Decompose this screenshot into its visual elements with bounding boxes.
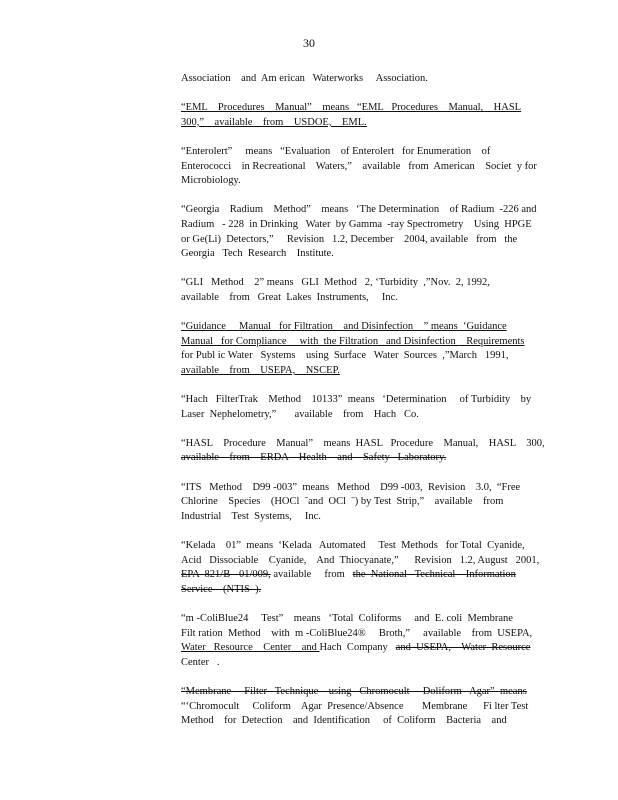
definition-paragraph xyxy=(181,437,545,466)
body-text: Enterococci in Recreational Waters,” available from American Societ y for xyxy=(181,160,537,172)
body-text: “Kelada 01” means ‘Kelada Automated Test Methods for Total Cyanide, xyxy=(181,540,525,551)
body-text: “Enterolert” means “Evaluation of Enterolert for Enumeration of xyxy=(181,145,491,157)
text-line xyxy=(181,554,541,569)
inserted-text: “Guidance Manual for Filtration and Disinfection ” means ‘Guidance xyxy=(181,321,507,333)
text-line xyxy=(181,218,541,233)
text-line xyxy=(181,320,541,335)
text-line xyxy=(181,364,541,379)
body-text: available from xyxy=(270,569,353,581)
body-text: Hach Company xyxy=(319,642,396,654)
text-line xyxy=(181,233,541,248)
definition-paragraph xyxy=(181,320,541,378)
definition-paragraph xyxy=(181,393,541,422)
body-text: Georgia Tech Research Institute. xyxy=(181,248,334,260)
deleted-text: “Membrane Filter Technique using Chromocult Doliform Agar” means xyxy=(181,685,527,697)
definition-paragraph xyxy=(181,612,541,670)
body-text: Center . xyxy=(181,656,220,668)
deleted-text: the National Technical Information xyxy=(352,569,516,581)
body-text: Chlorine Species (HOCl ˉand OCl ˉ) by Test Strip,” available from xyxy=(181,496,504,508)
text-line xyxy=(181,408,541,423)
text-line xyxy=(181,174,541,189)
text-line xyxy=(181,627,541,642)
text-line xyxy=(181,685,541,700)
text-line xyxy=(181,291,541,306)
deleted-text: EPA 821/B -01/009, xyxy=(181,569,271,581)
definition-paragraph xyxy=(181,203,541,261)
text-line xyxy=(181,203,541,218)
definition-paragraph xyxy=(181,276,541,305)
inserted-text: available from USEPA, NSCEP. xyxy=(181,364,340,376)
deleted-text: available from ERDA Health and Safety Laboratory. xyxy=(181,452,447,464)
page-number: 30 xyxy=(303,36,315,50)
deleted-text: and USEPA, Water Resource xyxy=(395,642,531,654)
text-line xyxy=(181,510,541,525)
body-text: “Georgia Radium Method” means ‘The Determination of Radium -226 and xyxy=(181,204,537,216)
definition-paragraph xyxy=(181,685,541,729)
body-text: Radium - 228 in Drinking Water by Gamma -ray Spectrometry Using HPGE xyxy=(181,218,532,230)
text-line xyxy=(181,568,541,583)
body-text: Laser Nephelometry,” available from Hach Co. xyxy=(181,408,419,420)
text-line xyxy=(181,656,541,671)
definition-paragraph xyxy=(181,101,541,130)
inserted-text: 300,” available from USDOE, EML. xyxy=(181,116,367,128)
definition-paragraph xyxy=(181,72,541,87)
body-text: Industrial Test Systems, Inc. xyxy=(181,510,321,522)
text-line xyxy=(181,160,541,175)
text-line xyxy=(181,583,541,598)
body-text: “Hach FilterTrak Method 10133” means ‘Determination of Turbidity by xyxy=(181,394,532,406)
inserted-text: Manual for Compliance with the Filtration and Disinfection Requirements xyxy=(181,335,525,347)
definition-paragraph xyxy=(181,145,541,189)
text-line xyxy=(181,451,541,466)
text-line xyxy=(181,349,541,364)
body-text: “m -ColiBlue24 Test” means ‘Total Coliforms and E. coli Membrane xyxy=(181,612,513,624)
text-line xyxy=(181,495,541,510)
body-text: “ITS Method D99 -003” means Method D99 -003, Revision 3.0, “Free xyxy=(181,481,521,493)
body-text: available from Great Lakes Instruments, Inc. xyxy=(181,291,398,303)
inserted-text: “EML Procedures Manual” means “EML Procedures Manual, HASL xyxy=(181,102,522,114)
body-text: “GLI Method 2” means GLI Method 2, ‘Turbidity ,”Nov. 2, 1992, xyxy=(181,277,490,289)
text-line xyxy=(181,276,541,291)
body-text: “HASL Procedure Manual” means HASL Procedure Manual, HASL 300, xyxy=(181,437,545,449)
body-text: Filt ration Method with m -ColiBlue24® Broth,” available from USEPA, xyxy=(181,627,533,639)
body-text: “‘Chromocult Coliform Agar Presence/Absence Membrane Fi lter Test xyxy=(181,700,529,712)
text-line xyxy=(181,539,541,554)
text-line xyxy=(181,116,541,131)
text-line xyxy=(181,335,541,350)
text-line xyxy=(181,641,541,656)
body-text: Association and Am erican Waterworks Association. xyxy=(181,73,428,84)
text-line xyxy=(181,612,541,627)
text-line xyxy=(181,393,541,408)
definition-paragraph xyxy=(181,539,541,597)
body-text: Microbiology. xyxy=(181,175,241,187)
document-body xyxy=(181,72,545,743)
body-text: for Publ ic Water Systems using Surface Water Sources ,”March 1991, xyxy=(181,350,509,362)
text-line xyxy=(181,700,541,715)
inserted-text: Water Resource Center and xyxy=(181,642,320,654)
deleted-text: Service (NTIS ). xyxy=(181,583,262,595)
text-line xyxy=(181,72,541,87)
text-line xyxy=(181,101,541,116)
text-line xyxy=(181,437,545,452)
text-line xyxy=(181,145,541,160)
definition-paragraph xyxy=(181,481,541,525)
body-text: Method for Detection and Identification of Coliform Bacteria and xyxy=(181,715,507,727)
text-line xyxy=(181,714,541,729)
body-text: or Ge(Li) Detectors,” Revision 1.2, December 2004, available from the xyxy=(181,233,518,245)
text-line xyxy=(181,247,541,262)
body-text: Acid Dissociable Cyanide, And Thiocyanate,” Revision 1.2, August 2001, xyxy=(181,554,540,566)
text-line xyxy=(181,481,541,496)
